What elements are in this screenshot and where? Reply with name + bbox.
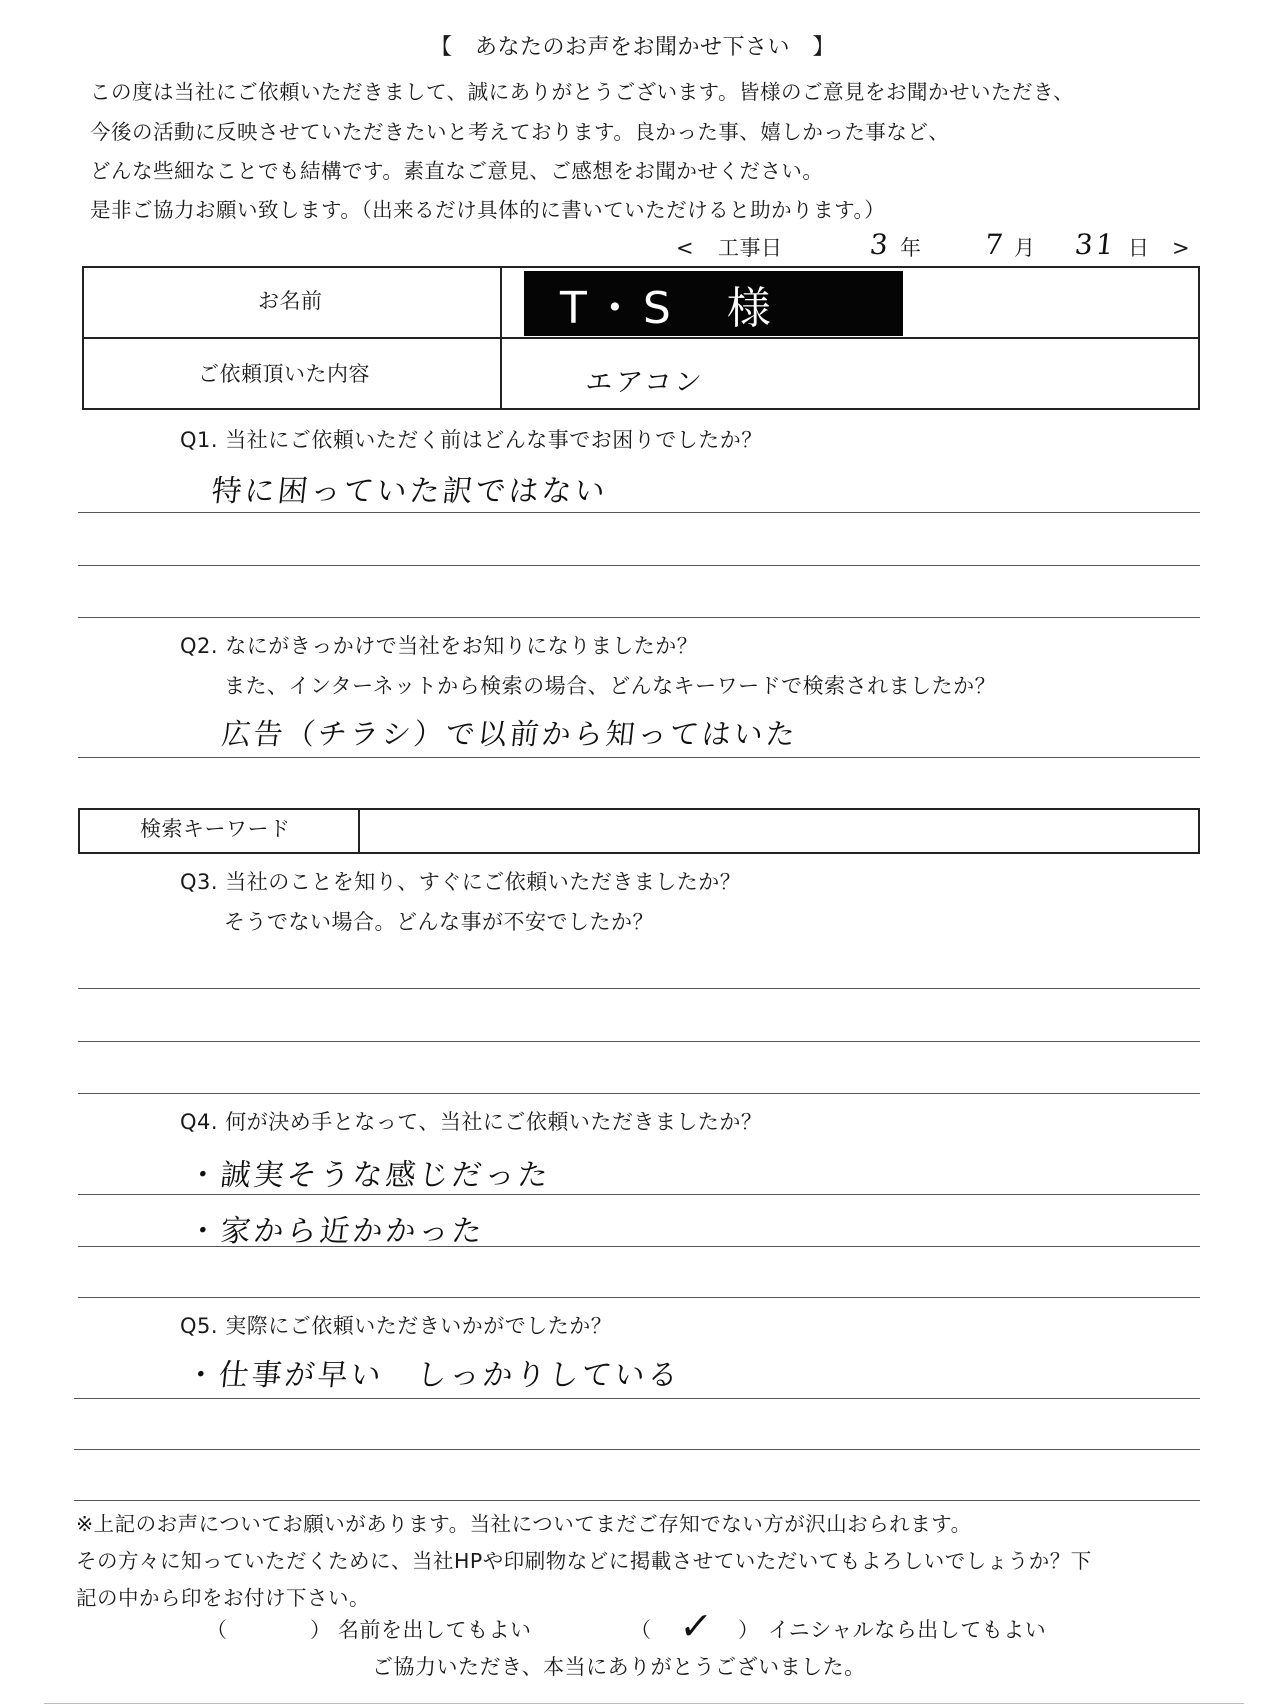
q3-question-sub: そうでない場合。どんな事が不安でしたか？ — [224, 910, 654, 934]
option-name-close: ） — [310, 1618, 332, 1642]
q1-answer-line-1 — [78, 512, 1200, 513]
q5-answer-line-1 — [74, 1398, 1200, 1399]
q1-question: Q1. 当社にご依頼いただく前はどんな事でお困りでしたか？ — [180, 428, 763, 452]
option-initials-close: ） — [738, 1618, 760, 1642]
q3-answer-line-2 — [78, 1041, 1200, 1042]
intro-line-3: どんな些細なことでも結構です。素直なご意見、ご感想をお聞かせください。 — [90, 159, 824, 183]
q1-answer[interactable]: 特に困っていた訳ではない — [209, 474, 610, 509]
q5-question: Q5. 実際にご依頼いただきいかがでしたか？ — [180, 1314, 613, 1338]
q5-answer-line-2 — [74, 1449, 1200, 1450]
q5-answer-line-3 — [74, 1500, 1200, 1501]
keyword-label: 検索キーワード — [140, 817, 291, 841]
q3-answer-line-3 — [78, 1093, 1200, 1094]
keyword-table-divider — [358, 808, 360, 854]
q3-answer-line-1 — [78, 988, 1200, 989]
info-table-divider-h — [82, 337, 1200, 339]
request-value[interactable]: エアコン — [584, 367, 706, 398]
option-name-open: （ — [206, 1618, 228, 1642]
request-label: ご依頼頂いた内容 — [198, 362, 370, 386]
q4-answer-2[interactable]: ・家から近かかった — [185, 1214, 487, 1249]
intro-line-2: 今後の活動に反映させていただきたいと考えております。良かった事、嬉しかった事など、 — [90, 120, 950, 144]
q4-answer-line-2 — [78, 1246, 1200, 1247]
option-initials-checkmark[interactable]: ✓ — [677, 1604, 718, 1648]
q2-answer-line — [78, 757, 1200, 758]
q4-answer-line-1 — [78, 1194, 1200, 1195]
option-initials-open: （ — [630, 1618, 652, 1642]
date-month-unit: 月 — [1014, 236, 1036, 260]
q2-answer[interactable]: 広告（チラシ）で以前から知ってはいた — [220, 717, 800, 751]
date-close-bracket: > — [1172, 236, 1191, 260]
form-title: 【 あなたのお声をお聞かせ下さい 】 — [430, 35, 836, 60]
q5-answer[interactable]: ・仕事が早い しっかりしている — [183, 1358, 683, 1393]
date-year-value[interactable]: 3 — [868, 228, 893, 261]
option-name-label: 名前を出してもよい — [338, 1618, 532, 1642]
q4-question: Q4. 何が決め手となって、当社にご依頼いただきましたか？ — [180, 1110, 763, 1134]
thanks-message: ご協力いただき、本当にありがとうございました。 — [372, 1655, 866, 1679]
q2-question: Q2. なにがきっかけで当社をお知りになりましたか？ — [180, 634, 699, 658]
keyword-input[interactable] — [372, 815, 1182, 843]
name-label: お名前 — [258, 289, 323, 313]
date-year-unit: 年 — [900, 236, 922, 260]
q1-answer-line-3 — [78, 617, 1200, 618]
footer-note-3: 記の中から印をお付け下さい。 — [76, 1586, 370, 1610]
q4-answer-1[interactable]: ・誠実そうな感じだった — [185, 1158, 553, 1193]
intro-line-4: 是非ご協力お願い致します。（出来るだけ具体的に書いていただけると助かります。） — [90, 198, 886, 222]
q2-question-sub: また、インターネットから検索の場合、どんなキーワードで検索されましたか？ — [224, 674, 997, 698]
footer-note-1: ※上記のお声についてお願いがあります。当社についてまだご存知でない方が沢山おられます。 — [76, 1512, 972, 1536]
date-open-bracket: < — [676, 236, 695, 260]
option-initials-label: イニシャルなら出してもよい — [768, 1618, 1047, 1642]
date-label: 工事日 — [718, 236, 783, 260]
name-value[interactable]: T・S 様 — [560, 283, 777, 334]
date-month-value[interactable]: 7 — [983, 228, 1008, 261]
footer-note-2: その方々に知っていただくために、当社HPや印刷物などに掲載させていただいてもよろしいでしょうか？下 — [76, 1549, 1092, 1573]
q3-question: Q3. 当社のことを知り、すぐにご依頼いただきましたか？ — [180, 870, 742, 894]
date-day-value[interactable]: 31 — [1073, 228, 1119, 261]
page-bottom-edge — [44, 1703, 1244, 1704]
intro-line-1: この度は当社にご依頼いただきまして、誠にありがとうございます。皆様のご意見をお聞かせいただき、 — [90, 80, 1075, 104]
q4-answer-line-3 — [78, 1297, 1200, 1298]
q1-answer-line-2 — [78, 565, 1200, 566]
date-day-unit: 日 — [1128, 236, 1150, 260]
